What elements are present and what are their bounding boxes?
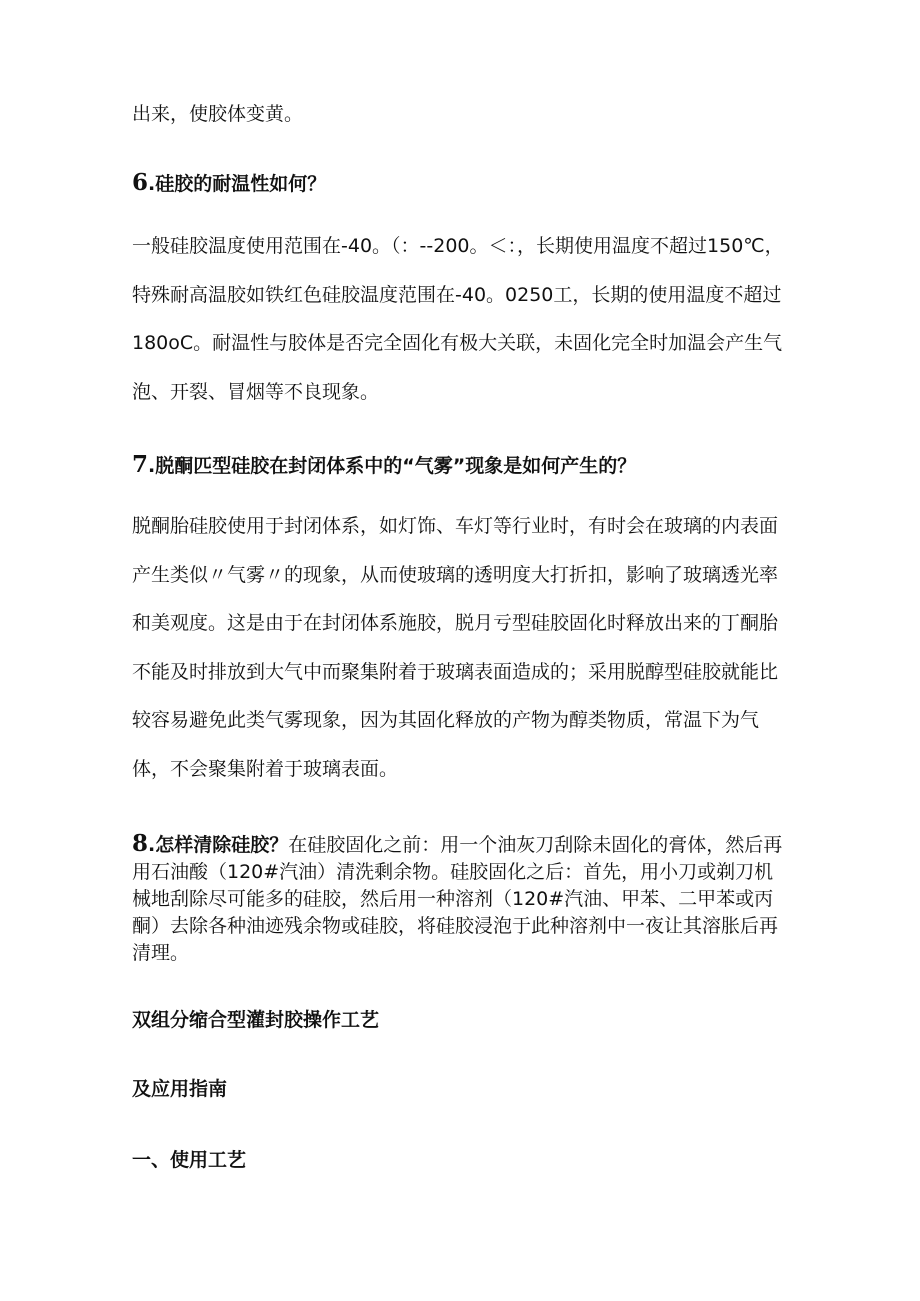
question-7-answer: 脱酮胎硅胶使用于封闭体系，如灯饰、车灯等行业时，有时会在玻璃的内表面产生类似〃气雾〃的现象，从而使玻璃的透明度大打折扣，影响了玻璃透光率和美观度。这是由于在封闭体系施胶，脱月亏型硅胶固化时释放出来的丁酮胎不能及时排放到大气中而聚集附着于玻璃表面造成的；采用脱醇型硅胶就能比较容易避免此类气雾现象，因为其固化释放的产物为醇类物质，常温下为气体，不会聚集附着于玻璃表面。 (132, 515, 779, 780)
question-6-answer: 一般硅胶温度使用范围在-40。（：--200。＜：，长期使用温度不超过150℃，特殊耐高温胶如铁红色硅胶温度范围在-40。0250工，长期的使用温度不超过180oC。耐温性与胶体是否完全固化有极大关联，未固化完全时加温会产生气泡、开裂、冒烟等不良现象。 (132, 235, 784, 403)
question-8-paragraph (132, 830, 792, 967)
question-6-number: 6 (132, 169, 149, 196)
paragraph-continuation: 出来，使胶体变黄。 (132, 103, 304, 125)
question-7-heading (132, 450, 792, 481)
section-title-line-1: 双组分缩合型灌封胶操作工艺 (132, 1009, 380, 1031)
section-heading-usage: 一、使用工艺 (132, 1149, 247, 1171)
question-8-answer: 在硅胶固化之前：用一个油灰刀刮除未固化的膏体，然后再用石油酸（120#汽油）清洗剩余物。硅胶固化之后：首先，用小刀或剃刀机械地刮除尽可能多的硅胶，然后用一种溶剂（120#汽油、甲苯、二甲苯或丙酮）去除各种油迹残余物或硅胶，将硅胶浸泡于此种溶剂中一夜让其溶胀后再清理。 (132, 834, 783, 964)
question-8-title: .怎样清除硅胶？ (148, 834, 289, 856)
question-7-number: 7 (132, 451, 149, 478)
question-7-title: .脱酮匹型硅胶在封闭体系中的“气雾”现象是如何产生的？ (148, 455, 637, 477)
question-6-heading (132, 168, 792, 199)
question-6-title: .硅胶的耐温性如何？ (148, 173, 327, 195)
question-8-number: 8 (132, 830, 149, 857)
section-title-line-2: 及应用指南 (132, 1078, 228, 1100)
